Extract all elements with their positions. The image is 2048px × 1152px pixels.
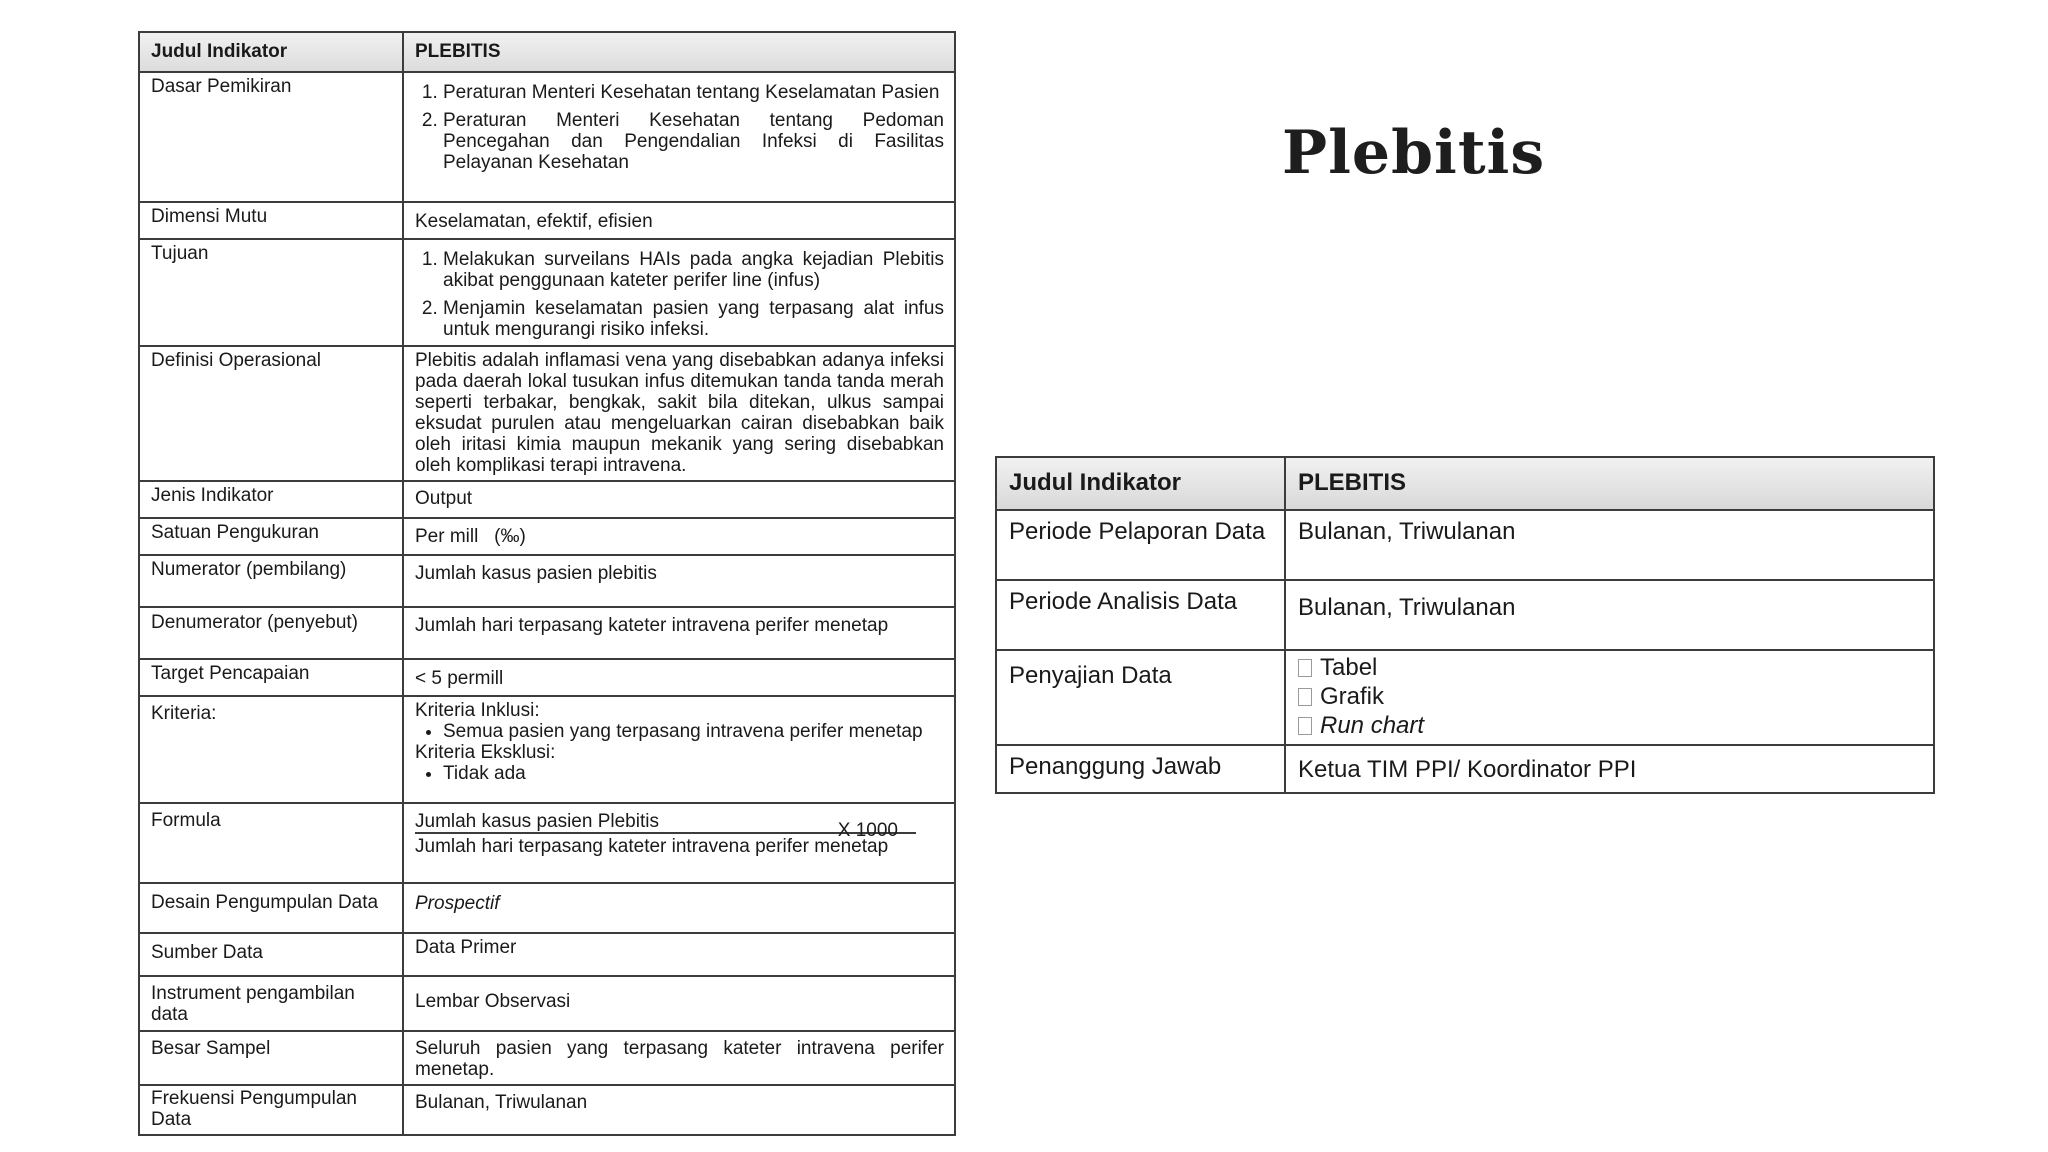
row-label: Penyajian Data	[996, 650, 1285, 745]
list-item: 2. Peraturan Menteri Kesehatan tentang Pedoman Pencegahan dan Pengendalian Infeksi di Fasilitas Pelayanan Kesehatan	[443, 110, 944, 173]
table-header-row	[996, 457, 1934, 510]
row-value	[403, 803, 955, 883]
row-periode-analisis	[996, 580, 1934, 650]
list-item: • Semua pasien yang terpasang intravena perifer menetap	[443, 721, 944, 742]
row-satuan-pengukuran	[139, 518, 955, 555]
row-frekuensi	[139, 1085, 955, 1135]
list-item: • Tidak ada	[443, 763, 944, 784]
row-value: Jumlah hari terpasang kateter intravena perifer menetap	[403, 607, 955, 659]
indicator-report-table	[995, 456, 1935, 794]
row-dasar-pemikiran	[139, 72, 955, 202]
row-label: Dimensi Mutu	[139, 202, 403, 239]
row-value: Jumlah kasus pasien plebitis	[403, 555, 955, 607]
row-denumerator	[139, 607, 955, 659]
row-desain-pengumpulan	[139, 883, 955, 933]
row-value: < 5 permill	[403, 659, 955, 696]
row-penyajian-data	[996, 650, 1934, 745]
row-label: Numerator (pembilang)	[139, 555, 403, 607]
row-value: Bulanan, Triwulanan	[403, 1085, 955, 1135]
inklusi-label: Kriteria Inklusi:	[415, 700, 540, 721]
row-label: Besar Sampel	[139, 1031, 403, 1085]
row-value: Bulanan, Triwulanan	[1285, 580, 1934, 650]
row-label: Dasar Pemikiran	[139, 72, 403, 202]
row-label: Tujuan	[139, 239, 403, 346]
row-value: Plebitis adalah inflamasi vena yang disebabkan adanya infeksi pada daerah lokal tusukan infus ditemukan tanda tanda merah seperti terbakar, bengkak, sakit bila ditekan, ulkus sampai eksudat purulen atau mengeluarkan cairan disebabkan baik oleh iritasi kimia maupun mekanik yang sering disebabkan oleh komplikasi terapi intravena.	[403, 346, 955, 481]
row-sumber-data	[139, 933, 955, 976]
eksklusi-label: Kriteria Eksklusi:	[415, 742, 556, 763]
row-value: Keselamatan, efektif, efisien	[403, 202, 955, 239]
row-kriteria	[139, 696, 955, 803]
row-jenis-indikator	[139, 481, 955, 518]
row-label: Definisi Operasional	[139, 346, 403, 481]
row-value: Per mill (‰)	[403, 518, 955, 555]
row-label: Instrument pengambilan data	[139, 976, 403, 1031]
option-label: Tabel	[1320, 654, 1378, 681]
row-value	[403, 72, 955, 202]
header-value: PLEBITIS	[1285, 457, 1934, 510]
row-label: Formula	[139, 803, 403, 883]
row-label: Target Pencapaian	[139, 659, 403, 696]
row-label: Periode Analisis Data	[996, 580, 1285, 650]
row-value: Bulanan, Triwulanan	[1285, 510, 1934, 580]
formula-denominator: Jumlah hari terpasang kateter intravena perifer menetap	[415, 836, 889, 857]
row-label: Sumber Data	[139, 933, 403, 976]
option-tabel	[1298, 653, 1921, 682]
row-definisi-operasional	[139, 346, 955, 481]
row-value	[403, 239, 955, 346]
option-label: Run chart	[1320, 712, 1425, 739]
row-label: Desain Pengumpulan Data	[139, 883, 403, 933]
checkbox-icon	[1298, 717, 1312, 735]
indicator-profile-table	[138, 31, 956, 1136]
list-item: 1. Peraturan Menteri Kesehatan tentang Keselamatan Pasien	[443, 82, 944, 103]
page-title: Plebitis	[1282, 118, 1546, 188]
row-formula	[139, 803, 955, 883]
row-value: Output	[403, 481, 955, 518]
row-value: Data Primer	[403, 933, 955, 976]
checkbox-icon	[1298, 659, 1312, 677]
formula-multiplier: X 1000	[837, 820, 898, 841]
row-label: Frekuensi Pengumpulan Data	[139, 1085, 403, 1135]
row-label: Penanggung Jawab	[996, 745, 1285, 793]
row-label: Periode Pelaporan Data	[996, 510, 1285, 580]
formula-fraction	[415, 807, 944, 855]
row-label: Denumerator (penyebut)	[139, 607, 403, 659]
header-label: Judul Indikator	[996, 457, 1285, 510]
checkbox-icon	[1298, 688, 1312, 706]
row-instrument	[139, 976, 955, 1031]
row-target-pencapaian	[139, 659, 955, 696]
row-value: Lembar Observasi	[403, 976, 955, 1031]
row-value: Seluruh pasien yang terpasang kateter intravena perifer menetap.	[403, 1031, 955, 1085]
option-grafik	[1298, 682, 1921, 711]
row-penanggung-jawab	[996, 745, 1934, 793]
row-numerator	[139, 555, 955, 607]
list-item: 1. Melakukan surveilans HAIs pada angka kejadian Plebitis akibat penggunaan kateter perifer line (infus)	[443, 249, 944, 291]
option-label: Grafik	[1320, 683, 1385, 710]
row-tujuan	[139, 239, 955, 346]
row-value	[1285, 650, 1934, 745]
formula-numerator: Jumlah kasus pasien Plebitis	[415, 811, 659, 832]
row-value: Ketua TIM PPI/ Koordinator PPI	[1285, 745, 1934, 793]
table-header-row	[139, 32, 955, 72]
row-label: Kriteria:	[139, 696, 403, 803]
row-periode-pelaporan	[996, 510, 1934, 580]
row-dimensi-mutu	[139, 202, 955, 239]
header-value: PLEBITIS	[403, 32, 955, 72]
header-label: Judul Indikator	[139, 32, 403, 72]
list-item: 2. Menjamin keselamatan pasien yang terpasang alat infus untuk mengurangi risiko infeksi.	[443, 298, 944, 340]
row-label: Jenis Indikator	[139, 481, 403, 518]
row-label: Satuan Pengukuran	[139, 518, 403, 555]
row-value	[403, 696, 955, 803]
option-run-chart	[1298, 711, 1921, 740]
row-besar-sampel	[139, 1031, 955, 1085]
row-value: Prospectif	[403, 883, 955, 933]
